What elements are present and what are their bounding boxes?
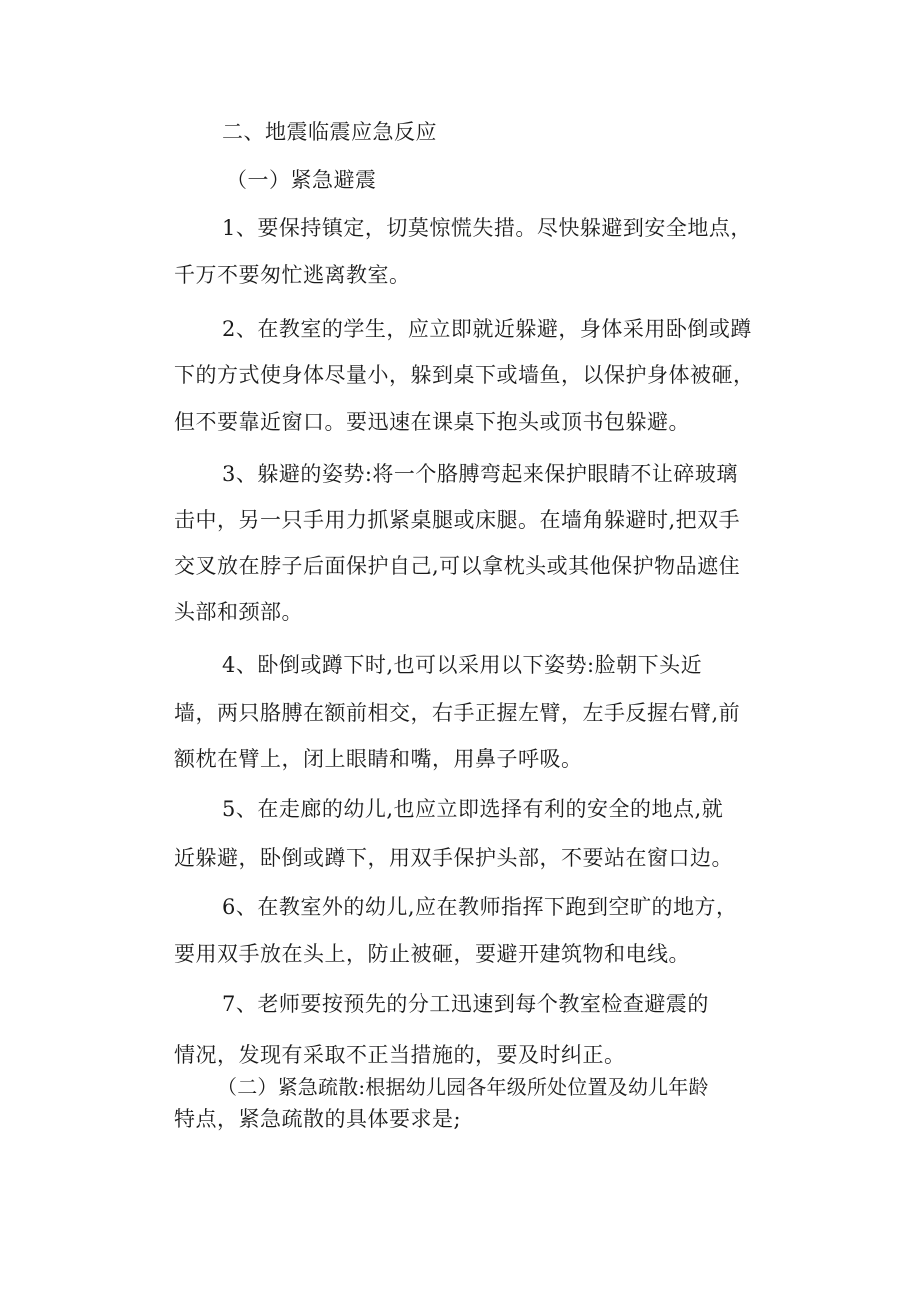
item-3-line-4: 头部和颈部。 [174, 600, 303, 624]
subsection-heading-emergency-shelter: （一）紧急避震 [226, 168, 377, 192]
item-6-line-1: 6、在教室外的幼儿,应在教师指挥下跑到空旷的地方， [222, 895, 738, 919]
item-1-line-2: 千万不要匆忙逃离教室。 [174, 263, 411, 287]
item-5-line-2: 近躲避，卧倒或蹲下，用双手保护头部，不要站在窗口边。 [174, 846, 733, 870]
item-1-line-1: 1、要保持镇定，切莫惊慌失措。尽快躲避到安全地点， [222, 216, 752, 240]
subsection-2-line-1: （二）紧急疏散:根据幼儿园各年级所处位置及幼儿年龄 [217, 1075, 709, 1099]
item-4-line-3: 额枕在臂上，闭上眼睛和嘴，用鼻子呼吸。 [174, 747, 583, 771]
section-heading: 二、地震临震应急反应 [222, 120, 437, 144]
subsection-2-line-2: 特点，紧急疏散的具体要求是; [174, 1107, 462, 1131]
item-7-line-2: 情况，发现有采取不正当措施的，要及时纠正。 [174, 1043, 626, 1067]
item-6-line-2: 要用双手放在头上，防止被砸，要避开建筑物和电线。 [174, 942, 690, 966]
item-4-line-2: 墙，两只胳膊在额前相交，右手正握左臂，左手反握右臂,前 [174, 701, 741, 725]
item-5-line-1: 5、在走廊的幼儿,也应立即选择有利的安全的地点,就 [222, 797, 724, 821]
item-4-line-1: 4、卧倒或蹲下时,也可以采用以下姿势:脸朝下头近 [222, 653, 703, 677]
item-3-line-3: 交叉放在脖子后面保护自己,可以拿枕头或其他保护物品遮住 [174, 554, 741, 578]
item-7-line-1: 7、老师要按预先的分工迅速到每个教室检查避震的 [222, 992, 709, 1016]
item-3-line-1: 3、躲避的姿势:将一个胳膊弯起来保护眼睛不让碎玻璃 [222, 462, 738, 486]
item-2-line-3: 但不要靠近窗口。要迅速在课桌下抱头或顶书包躲避。 [174, 410, 690, 434]
item-2-line-1: 2、在教室的学生，应立即就近躲避，身体采用卧倒或蹲 [222, 317, 752, 341]
item-2-line-2: 下的方式使身体尽量小，躲到桌下或墙鱼，以保护身体被砸， [174, 363, 755, 387]
item-3-line-2: 击中，另一只手用力抓紧桌腿或床腿。在墙角躲避时,把双手 [174, 508, 741, 532]
